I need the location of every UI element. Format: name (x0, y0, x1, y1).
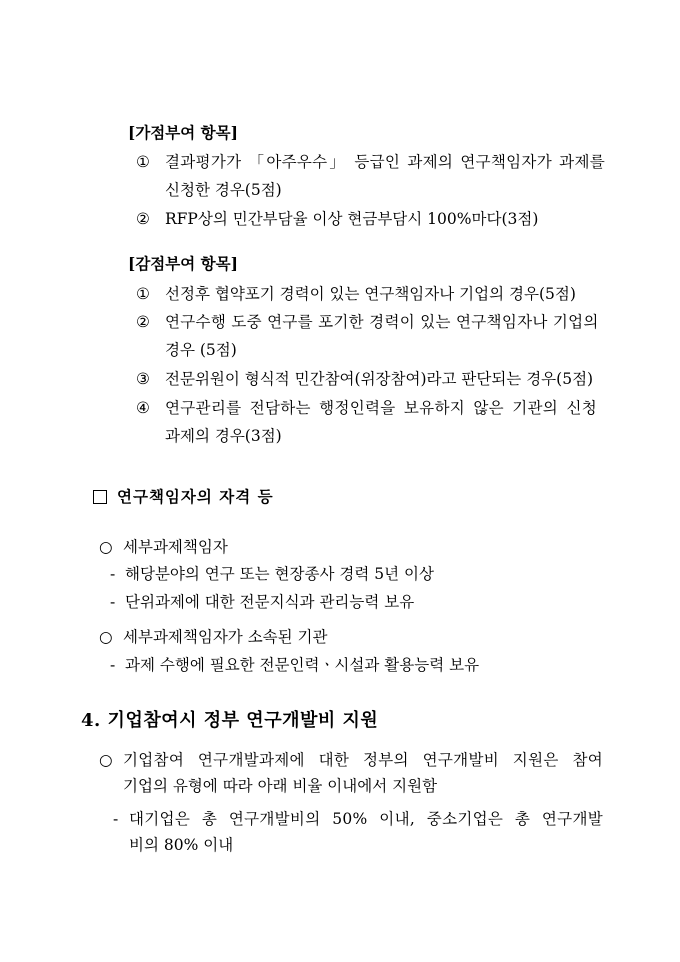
penalty-item-2-line-2: 경우 (5점) (165, 341, 237, 359)
section-checkbox-icon (93, 490, 107, 504)
section-4-dash: - (113, 810, 119, 828)
penalty-item-1-line-1: 선정후 협약포기 경력이 있는 연구책임자나 기업의 경우(5점) (165, 285, 576, 303)
penalty-item-4-line-1: 연구관리를 전담하는 행정인력을 보유하지 않은 기관의 신청 (165, 399, 597, 417)
dash-icon: - (110, 656, 116, 674)
penalty-item-3-line-1: 전문위원이 형식적 민간참여(위장참여)라고 판단되는 경우(5점) (165, 370, 594, 388)
bonus-header: [가점부여 항목] (128, 123, 238, 142)
qualification-group-1-bullet: ○ (99, 538, 113, 556)
qualification-group-1-sub-2: 단위과제에 대한 전문지식과 관리능력 보유 (125, 593, 415, 611)
qualification-group-1-label: 세부과제책임자 (123, 538, 228, 556)
section-4-sub-line-1: 대기업은 총 연구개발비의 50% 이내, 중소기업은 총 연구개발 (129, 810, 603, 828)
penalty-item-4-line-2: 과제의 경우(3점) (165, 427, 282, 445)
section-4-line-1: 기업참여 연구개발과제에 대한 정부의 연구개발비 지원은 참여 (123, 751, 603, 769)
bonus-item-1-marker: ① (136, 153, 150, 171)
bonus-item-1-line-1: 결과평가가 「아주우수」 등급인 과제의 연구책임자가 과제를 (165, 153, 605, 171)
section-4-line-2: 기업의 유형에 따라 아래 비율 이내에서 지원함 (123, 777, 438, 795)
penalty-item-4-marker: ④ (136, 399, 150, 417)
section-4-title: 4. 기업참여시 정부 연구개발비 지원 (81, 710, 379, 731)
penalty-item-2-line-1: 연구수행 도중 연구를 포기한 경력이 있는 연구책임자나 기업의 (165, 313, 599, 331)
bonus-item-2-line-1: RFP상의 민간부담율 이상 현금부담시 100%마다(3점) (165, 210, 539, 228)
qualification-title: 연구책임자의 자격 등 (117, 487, 274, 506)
penalty-item-1-marker: ① (136, 285, 150, 303)
bonus-item-1-line-2: 신청한 경우(5점) (165, 181, 282, 199)
penalty-header: [감점부여 항목] (128, 254, 238, 273)
dash-icon: - (110, 565, 116, 583)
qualification-group-2-sub-1: 과제 수행에 필요한 전문인력ㆍ시설과 활용능력 보유 (125, 656, 480, 674)
qualification-group-2-bullet: ○ (99, 628, 113, 646)
dash-icon: - (110, 593, 116, 611)
bonus-item-2-marker: ② (136, 210, 150, 228)
section-4-bullet: ○ (99, 751, 113, 769)
qualification-group-2-label: 세부과제책임자가 소속된 기관 (123, 628, 328, 646)
section-4-sub-line-2: 비의 80% 이내 (129, 836, 234, 854)
qualification-group-1-sub-1: 해당분야의 연구 또는 현장종사 경력 5년 이상 (125, 565, 434, 583)
penalty-item-3-marker: ③ (136, 370, 150, 388)
penalty-item-2-marker: ② (136, 313, 150, 331)
